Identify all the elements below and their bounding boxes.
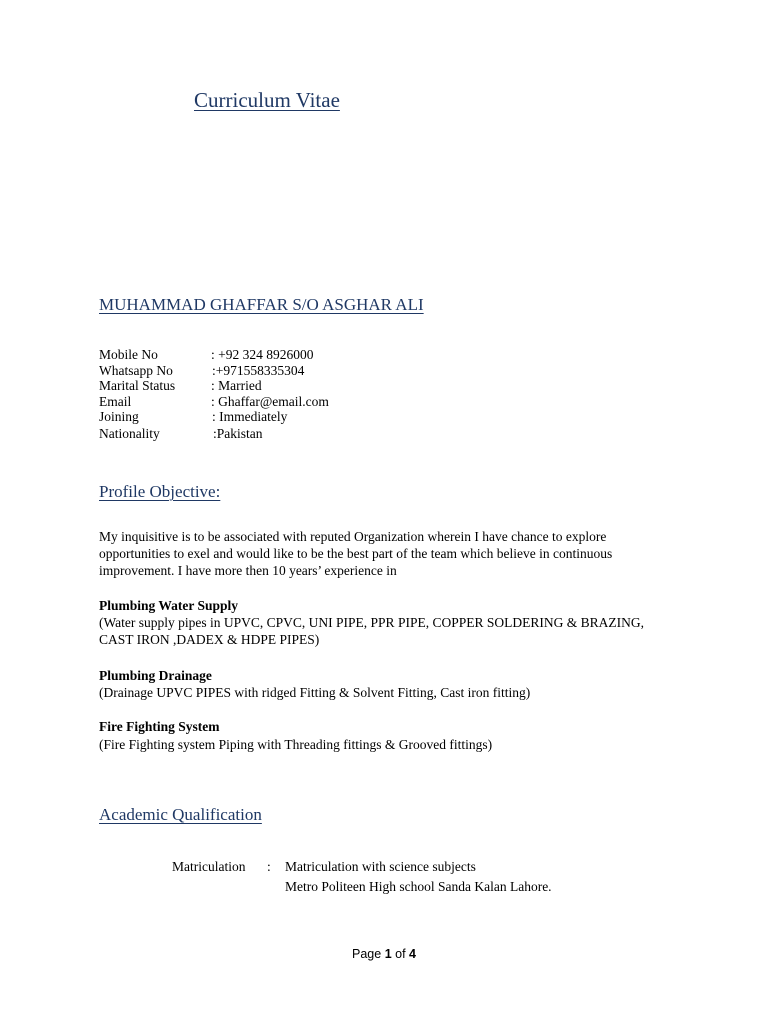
profile-objective-heading: Profile Objective: xyxy=(99,482,221,501)
current-page-number: 1 xyxy=(384,947,392,961)
info-label: Whatsapp No xyxy=(99,362,173,378)
candidate-name: MUHAMMAD GHAFFAR S/O ASGHAR ALI xyxy=(99,295,424,314)
qualification-separator: : xyxy=(267,859,271,874)
profile-line: improvement. I have more then 10 years’ experience in xyxy=(99,563,397,578)
skill-title-drainage: Plumbing Drainage xyxy=(99,668,212,683)
page-footer xyxy=(0,947,768,961)
info-value: : +92 324 8926000 xyxy=(211,347,314,362)
skill-detail: (Drainage UPVC PIPES with ridged Fitting & Solvent Fitting, Cast iron fitting) xyxy=(99,685,531,700)
info-label: Nationality xyxy=(99,426,160,441)
qualification-detail: Matriculation with science subjects xyxy=(285,859,476,874)
profile-line: opportunities to exel and would like to be the best part of the team which believe in continuous xyxy=(99,546,613,561)
total-page-count: 4 xyxy=(409,947,416,961)
info-value: :Pakistan xyxy=(213,426,263,441)
document-title: Curriculum Vitae xyxy=(194,88,340,112)
skill-title-fire-fighting: Fire Fighting System xyxy=(99,719,220,734)
info-value: : Immediately xyxy=(212,409,288,425)
info-label: Marital Status xyxy=(99,378,176,394)
info-value: : Married xyxy=(211,378,262,394)
skill-detail: (Water supply pipes in UPVC, CPVC, UNI PIPE, PPR PIPE, COPPER SOLDERING & BRAZING, xyxy=(99,615,644,630)
info-value: :+971558335304 xyxy=(212,362,305,378)
profile-objective-text xyxy=(99,528,689,579)
info-label: Joining xyxy=(99,409,139,425)
info-label: Mobile No xyxy=(99,347,158,362)
profile-line: My inquisitive is to be associated with reputed Organization wherein I have chance to explore xyxy=(99,529,607,544)
academic-qualification-heading: Academic Qualification xyxy=(99,805,262,824)
qualification-school: Metro Politeen High school Sanda Kalan Lahore. xyxy=(285,879,552,894)
skill-detail: (Fire Fighting system Piping with Threading fittings & Grooved fittings) xyxy=(99,737,493,752)
footer-prefix: Page xyxy=(352,947,385,961)
qualification-name: Matriculation xyxy=(172,859,246,874)
skill-title-water-supply: Plumbing Water Supply xyxy=(99,598,239,613)
info-label: Email xyxy=(99,393,132,409)
skill-detail: CAST IRON ,DADEX & HDPE PIPES) xyxy=(99,632,320,647)
info-value: : Ghaffar@email.com xyxy=(211,393,329,409)
footer-middle: of xyxy=(391,947,410,961)
